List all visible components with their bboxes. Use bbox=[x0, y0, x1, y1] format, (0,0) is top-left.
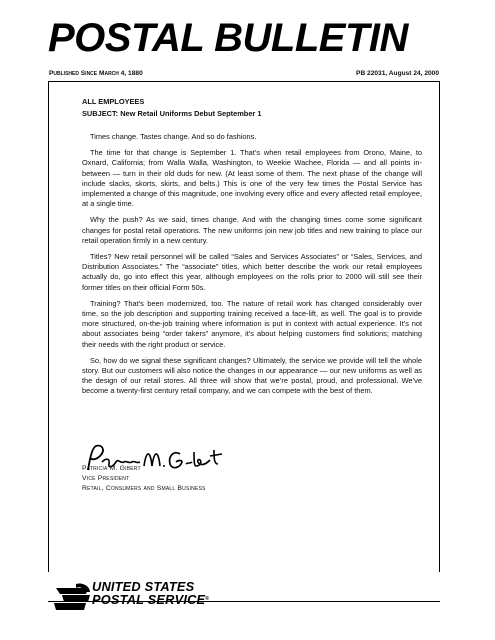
audience-line: ALL EMPLOYEES bbox=[82, 97, 145, 106]
masthead-title: POSTAL BULLETIN bbox=[48, 16, 408, 60]
paragraph: Training? That’s been modernized, too. The nature of retail work has changed considerably over time, so the job description and supporting training received a face-lift, as well. The goal is to provide more structured, on-the-job training where information is put in context with actual experience. It’s not about associates being “order takers” anymore, it’s about helping customers find solutions; matching their needs with the right product or service. bbox=[82, 298, 422, 349]
signer-department: Retail, Consumers and Small Business bbox=[82, 485, 206, 493]
logo-postal-service-text: POSTAL SERVICE bbox=[92, 592, 206, 607]
signature-block bbox=[82, 464, 206, 495]
registered-mark: ® bbox=[205, 596, 210, 602]
paragraph: The time for that change is September 1. That’s when retail employees from Orono, Maine, to Oxnard, California; from Walla Walla, Washington, to Weekie Wachee, Florida — and all points in-between — turn in their old duds for new. (At least some of them. The next phase of the change will include slacks, skorts, skirts, and belts.) This is one of the very few times the Postal Service has implemented a change of this magnitude, one involving every office and every affected retail employee, at a single time. bbox=[82, 148, 422, 209]
header-rule bbox=[48, 81, 440, 82]
usps-wordmark bbox=[92, 580, 209, 606]
published-since: Published Since March 4, 1880 bbox=[49, 70, 143, 77]
article-body bbox=[82, 96, 422, 397]
logo-line-united-states: UNITED STATES bbox=[92, 579, 195, 594]
paragraph: Times change. Tastes change. And so do fashions. bbox=[90, 132, 257, 141]
paragraph: So, how do we signal these significant changes? Ultimately, the service we provide will tell the whole story. But our customers will also notice the changes in our appearance — our new uniforms as well as the design of our retail stores. All three will show that we’re postal, proud, and professional. We’ve become a twenty-first century retail company, and we can compete with the best of them. bbox=[82, 355, 422, 396]
frame-left-border bbox=[48, 82, 49, 572]
frame-right-border bbox=[439, 82, 440, 572]
paragraph: Why the push? As we said, times change. And with the changing times come some significant changes for postal retail operations. The new uniforms join new job titles and new training to place our retail operation firmly in a new century. bbox=[82, 215, 422, 245]
subject-line: SUBJECT: New Retail Uniforms Debut September 1 bbox=[82, 109, 262, 118]
issue-info: PB 22031, August 24, 2000 bbox=[356, 70, 439, 77]
logo-line-postal-service bbox=[92, 593, 209, 606]
signer-title: Vice President bbox=[82, 475, 130, 483]
paragraph: Titles? New retail personnel will be called “Sales and Services Associates” or “Sales, Services, and Distribution Associates.” The “associate” titles, which better describe the work our retail employees actually do, go into effect this year, although employees on the rolls prior to 2000 will still see their former titles on their official Form 50s. bbox=[82, 252, 422, 292]
signer-name: Patricia M. Gibert bbox=[82, 465, 141, 472]
